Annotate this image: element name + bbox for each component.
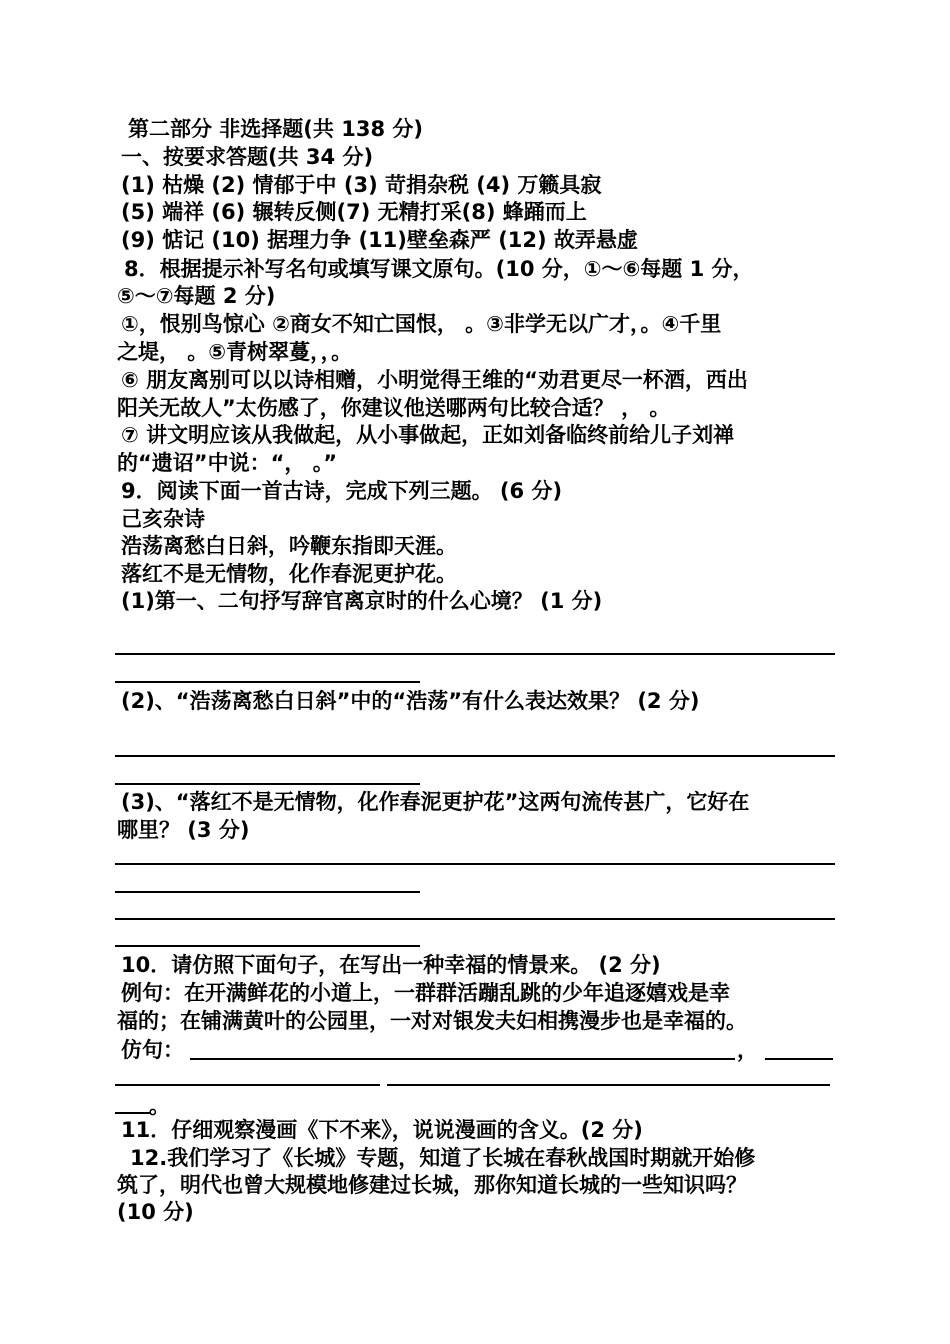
imitation-blank[interactable]: [190, 1058, 735, 1060]
q8-item-7: ⑦ 讲文明应该从我做起，从小事做起，正如刘备临终前给儿子刘禅: [121, 423, 735, 447]
question-12-cont: 筑了，明代也曾大规模地修建过长城，那你知道长城的一些知识吗？: [117, 1173, 747, 1197]
poem-line-1: 浩荡离愁白日斜，吟鞭东指即天涯。: [121, 534, 457, 558]
q8-item-1: ①，恨别鸟惊心 ②商女不知亡国恨， 。③非学无以广才，。④千里: [121, 312, 722, 336]
question-11: 11．仔细观察漫画《下不来》，说说漫画的含义。(2 分): [121, 1118, 643, 1142]
imitation-blank[interactable]: [115, 1112, 150, 1114]
answer-blank[interactable]: [115, 918, 835, 920]
answer-line-1: (1) 枯燥 (2) 情郁于中 (3) 苛捐杂税 (4) 万籁具寂: [121, 173, 602, 197]
answer-blank[interactable]: [115, 755, 835, 757]
imitation-blank[interactable]: [115, 1084, 380, 1086]
answer-blank[interactable]: [115, 863, 835, 865]
q8-item-6: ⑥ 朋友离别可以以诗相赠，小明觉得王维的“劝君更尽一杯酒，西出: [121, 368, 748, 392]
q10-example-1: 例句：在开满鲜花的小道上，一群群活蹦乱跳的少年追逐嬉戏是幸: [121, 981, 730, 1005]
q9-sub-3-cont: 哪里？ (3 分): [117, 818, 250, 842]
poem-title: 己亥杂诗: [121, 507, 205, 531]
imitation-blank[interactable]: [765, 1058, 833, 1060]
answer-blank[interactable]: [115, 891, 420, 893]
answer-line-3: (9) 惦记 (10) 据理力争 (11)壁垒森严 (12) 故弄悬虚: [121, 228, 638, 252]
question-8-title: 8．根据提示补写名句或填写课文原句。(10 分，①～⑥每题 1 分，: [124, 257, 754, 281]
question-8-scoring: ⑤～⑦每题 2 分): [117, 284, 276, 308]
imitation-end-period: 。: [149, 1094, 170, 1118]
question-10-title: 10．请仿照下面句子，在写出一种幸福的情景来。 (2 分): [121, 953, 661, 977]
imitation-blank[interactable]: [387, 1084, 830, 1086]
answer-blank[interactable]: [115, 681, 420, 683]
poem-line-2: 落红不是无情物，化作春泥更护花。: [121, 562, 457, 586]
q9-sub-2: (2)、“浩荡离愁白日斜”中的“浩荡”有什么表达效果？ (2 分): [121, 689, 700, 713]
q9-sub-3: (3)、“落红不是无情物，化作春泥更护花”这两句流传甚广，它好在: [121, 790, 750, 814]
question-12: 12.我们学习了《长城》专题，知道了长城在春秋战国时期就开始修: [130, 1146, 756, 1170]
answer-blank[interactable]: [115, 783, 420, 785]
answer-blank[interactable]: [115, 653, 835, 655]
q10-example-2: 福的；在铺满黄叶的公园里，一对对银发夫妇相携漫步也是幸福的。: [117, 1009, 747, 1033]
q8-item-7-cont: 的“遗诏”中说：“， 。”: [117, 451, 338, 475]
answer-blank[interactable]: [115, 945, 420, 947]
q8-item-1-cont: 之堤， 。⑤青树翠蔓，，。: [117, 340, 353, 364]
part-one-heading: 一、按要求答题(共 34 分): [121, 145, 374, 169]
answer-line-2: (5) 端祥 (6) 辗转反侧(7) 无精打采(8) 蜂踊而上: [121, 200, 587, 224]
q8-item-6-cont: 阳关无故人”太伤感了，你建议他送哪两句比较合适？ ， 。: [117, 396, 671, 420]
q9-sub-1: (1)第一、二句抒写辞官离京时的什么心境？ (1 分): [121, 589, 603, 613]
question-9-title: 9．阅读下面一首古诗，完成下列三题。 (6 分): [121, 479, 563, 503]
question-12-score: (10 分): [117, 1200, 194, 1224]
imitation-comma: ，: [737, 1038, 758, 1062]
section-title: 第二部分 非选择题(共 138 分): [128, 117, 423, 141]
q10-imitation-label: 仿句：: [121, 1038, 184, 1062]
